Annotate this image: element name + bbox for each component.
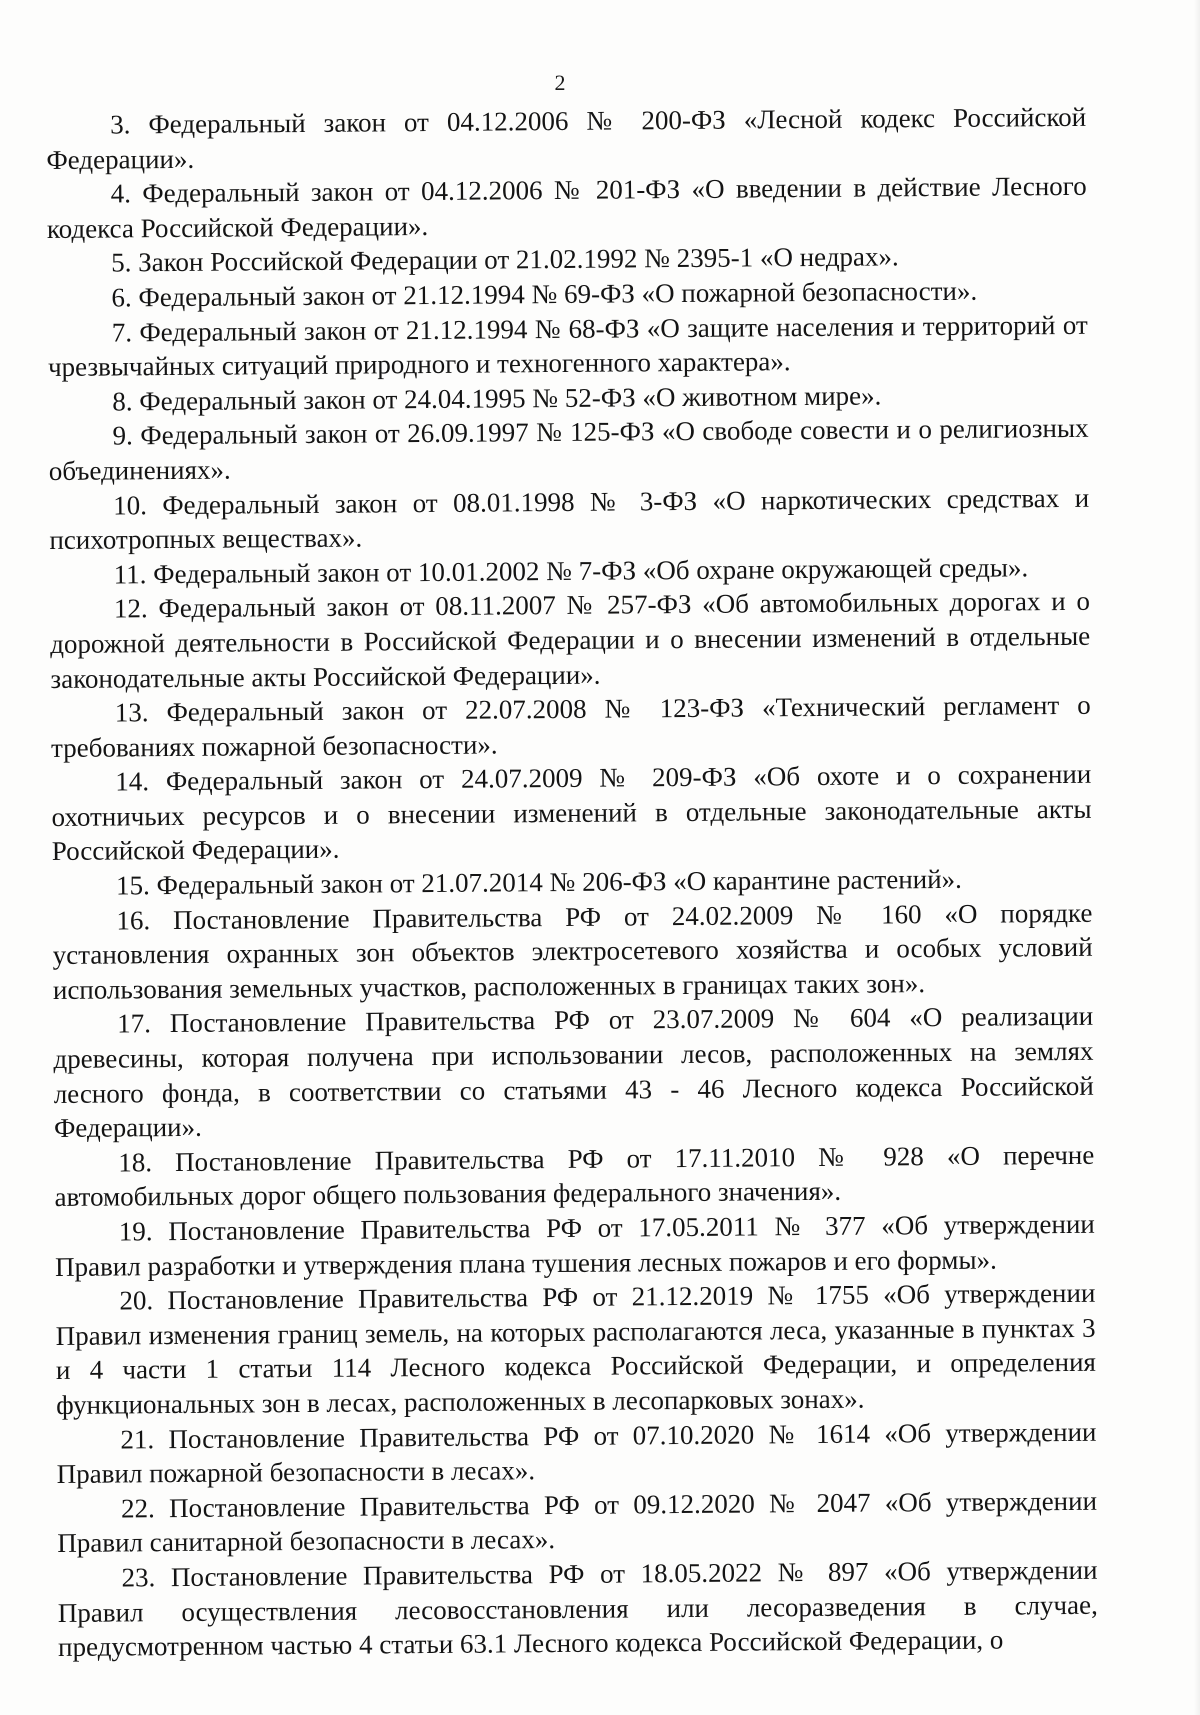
document-body xyxy=(46,100,1098,1665)
list-item-7: 7. Федеральный закон от 21.12.1994 № 68-ФЗ «О защите населения и территорий от чрезвычайных ситуаций природного и техногенного характера». xyxy=(47,309,1088,383)
list-item-9: 9. Федеральный закон от 26.09.1997 № 125-ФЗ «О свободе совести и о религиозных объединениях». xyxy=(48,413,1089,486)
list-item-5: 5. Закон Российской Федерации от 21.02.1992 № 2395-1 «О недрах». xyxy=(111,241,899,278)
list-item-10: 10. Федеральный закон от 08.01.1998 № 3-ФЗ «О наркотических средствах и психотропных веществах». xyxy=(49,482,1090,556)
list-item-17: 17. Постановление Правительства РФ от 23.07.2009 № 604 «О реализации древесины, которая получена при использовании лесов, расположенных на землях лесного фонда, в соответствии со статьями 43 - 46 Лесного кодекса Российской Федерации». xyxy=(53,1001,1094,1144)
list-item-13: 13. Федеральный закон от 22.07.2008 № 123-ФЗ «Технический регламент о требованиях пожарной безопасности». xyxy=(50,689,1091,763)
list-item-21: 21. Постановление Правительства РФ от 07.10.2020 № 1614 «Об утверждении Правил пожарной безопасности в лесах». xyxy=(56,1416,1097,1490)
list-item-8: 8. Федеральный закон от 24.04.1995 № 52-ФЗ «О животном мире». xyxy=(112,380,882,417)
page-number: 2 xyxy=(554,70,566,95)
list-item-12: 12. Федеральный закон от 08.11.2007 № 257-ФЗ «Об автомобильных дорогах и о дорожной деятельности в Российской Федерации и о внесении изменений в отдельные законодательные акты Российской Федерации». xyxy=(50,586,1091,694)
list-item-20: 20. Постановление Правительства РФ от 21.12.2019 № 1755 «Об утверждении Правил изменения границ земель, на которых располагаются леса, указанные в пунктах 3 и 4 части 1 статьи 114 Лесного кодекса Российской Федерации, и определения функциональных зон в лесах, расположенных в лесопарковых зонах». xyxy=(55,1277,1097,1420)
list-item-3: 3. Федеральный закон от 04.12.2006 № 200-ФЗ «Лесной кодекс Российской Федерации». xyxy=(46,101,1087,175)
list-item-16: 16. Постановление Правительства РФ от 24.02.2009 № 160 «О порядке установления охранных зон объектов электросетевого хозяйства и особых условий использования земельных участков, расположенных в границах таких зон». xyxy=(52,897,1093,1005)
list-item-19: 19. Постановление Правительства РФ от 17.05.2011 № 377 «Об утверждении Правил разработки и утверждения плана тушения лесных пожаров и его формы». xyxy=(54,1208,1095,1282)
list-item-22: 22. Постановление Правительства РФ от 09.12.2020 № 2047 «Об утверждении Правил санитарной безопасности в лесах». xyxy=(57,1485,1098,1559)
list-item-23: 23. Постановление Правительства РФ от 18.05.2022 № 897 «Об утверждении Правил осуществления лесовосстановления или лесоразведения в случае, предусмотренном частью 4 статьи 63.1 Лесного кодекса Российской Федерации, о xyxy=(57,1554,1098,1663)
list-item-15: 15. Федеральный закон от 21.07.2014 № 206-ФЗ «О карантине растений». xyxy=(115,863,962,901)
list-item-4: 4. Федеральный закон от 04.12.2006 № 201-ФЗ «О введении в действие Лесного кодекса Российской Федерации». xyxy=(46,171,1087,244)
list-item-6: 6. Федеральный закон от 21.12.1994 № 69-ФЗ «О пожарной безопасности». xyxy=(111,275,978,313)
scan-edge-shadow xyxy=(1194,0,1200,1715)
list-item-14: 14. Федеральный закон от 24.07.2009 № 209-ФЗ «Об охоте и о сохранении охотничьих ресурсов и о внесении изменений в отдельные законодательные акты Российской Федерации». xyxy=(51,759,1092,867)
list-item-18: 18. Постановление Правительства РФ от 17.11.2010 № 928 «О перечне автомобильных дорог общего пользования федерального значения». xyxy=(54,1139,1095,1213)
list-item-11: 11. Федеральный закон от 10.01.2002 № 7-ФЗ «Об охране окружающей среды». xyxy=(113,552,1029,590)
